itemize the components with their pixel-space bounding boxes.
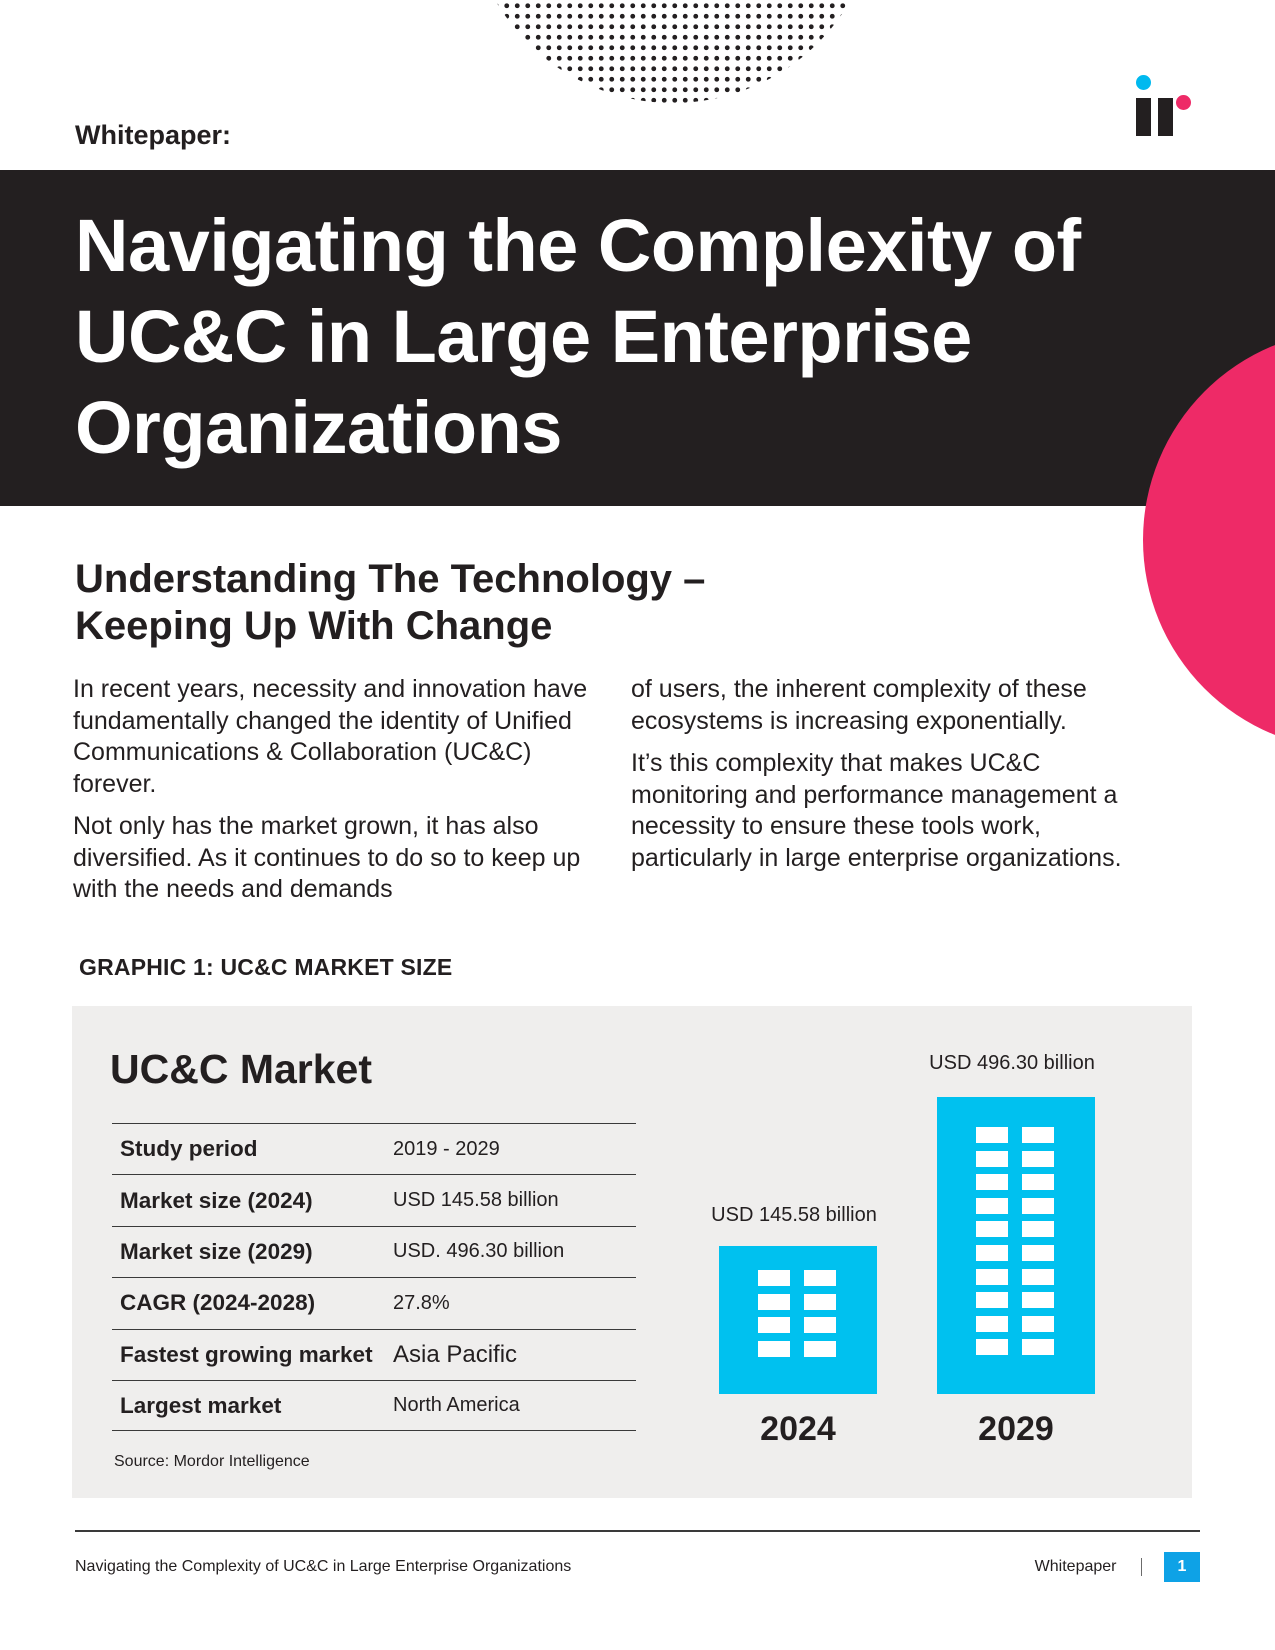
stat-key: Market size (2029): [120, 1238, 313, 1264]
body-column-left: [73, 674, 603, 917]
panel-title: UC&C Market: [110, 1046, 372, 1092]
halftone-dots-decoration: [468, 0, 878, 104]
stat-key: Market size (2024): [120, 1187, 313, 1213]
page-number-badge: 1: [1164, 1552, 1200, 1582]
stat-value: North America: [393, 1394, 520, 1417]
paragraph: of users, the inherent complexity of these ecosystems is increasing exponentially.: [631, 675, 1087, 735]
stats-table: [112, 1123, 636, 1431]
footer-divider: [75, 1530, 1200, 1532]
building-windows: [758, 1270, 836, 1357]
table-row: [112, 1174, 636, 1225]
stat-key: Study period: [120, 1136, 258, 1162]
stat-key: CAGR (2024-2028): [120, 1290, 316, 1316]
ir-logo-icon: [1132, 72, 1198, 138]
table-row: [112, 1380, 636, 1431]
building-windows: [976, 1127, 1054, 1355]
bar-2024-building-icon: [719, 1246, 877, 1394]
stat-value: USD 145.58 billion: [393, 1189, 559, 1212]
bar-value-label-2029: USD 496.30 billion: [929, 1052, 1095, 1074]
stat-key: Fastest growing market: [120, 1341, 373, 1367]
stat-value: 27.8%: [393, 1291, 450, 1314]
hero-banner: [0, 170, 1275, 506]
table-row: [112, 1277, 636, 1328]
bar-2029-building-icon: [937, 1097, 1095, 1394]
bar-year-2029: 2029: [978, 1410, 1054, 1448]
stat-key: Largest market: [120, 1392, 282, 1418]
footer-meta: [1035, 1552, 1200, 1582]
paragraph: In recent years, necessity and innovation have fundamentally changed the identity of Unified Communications & Collaboration (UC&C) forever.: [73, 675, 588, 798]
table-row: [112, 1329, 636, 1380]
footer-tag: Whitepaper: [1034, 1558, 1117, 1575]
footer-doc-title: Navigating the Complexity of UC&C in Large Enterprise Organizations: [75, 1558, 572, 1575]
eyebrow-label: Whitepaper:: [75, 120, 232, 150]
table-row: [112, 1226, 636, 1277]
source-note: Source: Mordor Intelligence: [114, 1453, 310, 1470]
table-row: [112, 1123, 636, 1174]
stat-value: USD. 496.30 billion: [393, 1240, 565, 1263]
bar-value-label-2024: USD 145.58 billion: [711, 1204, 877, 1226]
paragraph: It’s this complexity that makes UC&C monitoring and performance management a necessity to ensure these tools work, particularly in large enterprise organizations.: [631, 749, 1122, 872]
footer-separator: [1141, 1558, 1143, 1576]
market-panel: [72, 1006, 1192, 1498]
stat-value: 2019 - 2029: [393, 1137, 500, 1160]
page-title: Navigating the Complexity of UC&C in Large Enterprise Organizations: [75, 204, 1081, 469]
bar-year-2024: 2024: [760, 1410, 836, 1448]
stat-value: Asia Pacific: [393, 1340, 518, 1368]
body-column-right: [631, 674, 1161, 885]
graphic-label: GRAPHIC 1: UC&C MARKET SIZE: [79, 954, 453, 980]
section-title: Understanding The Technology – Keeping Up With Change: [75, 557, 706, 648]
paragraph: Not only has the market grown, it has also diversified. As it continues to do so to keep up with the needs and demands: [73, 812, 581, 903]
